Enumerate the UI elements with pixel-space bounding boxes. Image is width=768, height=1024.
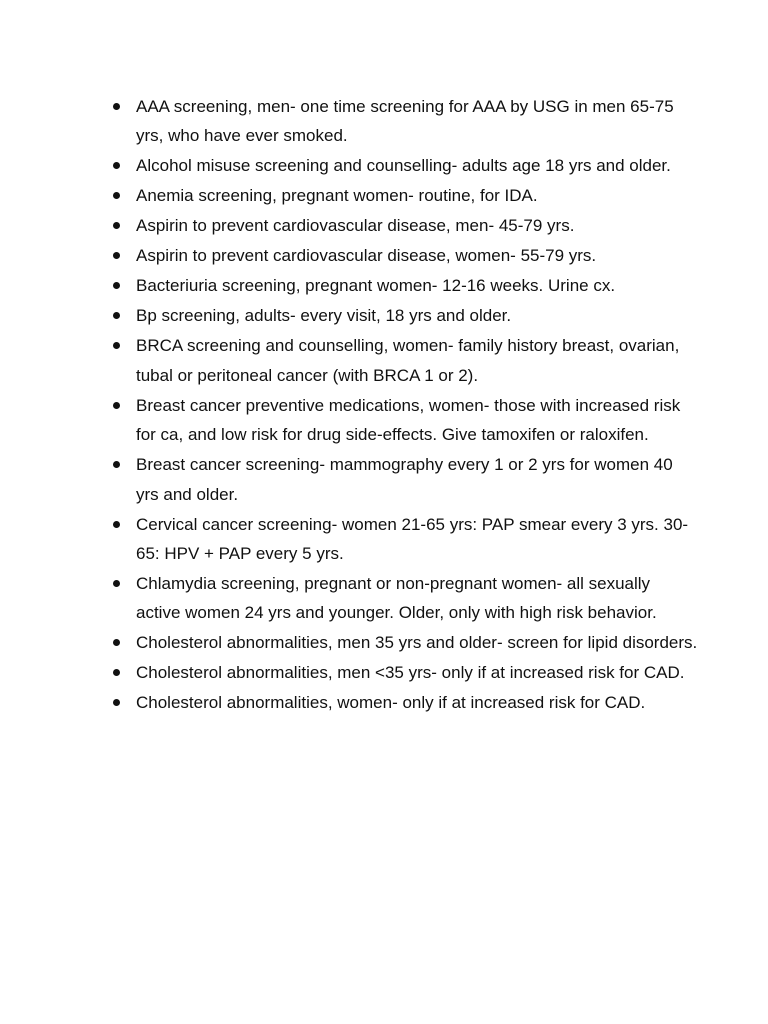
list-item-text: Aspirin to prevent cardiovascular disease, men- 45-79 yrs. [136,216,575,236]
bullet-icon [113,669,120,676]
list-item-text: Cholesterol abnormalities, men <35 yrs- only if at increased risk for CAD. [136,663,685,683]
screening-bullet-list [108,92,698,718]
list-item-text: Chlamydia screening, pregnant or non-pregnant women- all sexually active women 24 yrs and younger. Older, only with high risk behavior. [136,574,657,623]
list-item [108,241,698,270]
list-item-text: AAA screening, men- one time screening for AAA by USG in men 65-75 yrs, who have ever smoked. [136,97,674,146]
list-item-text: Cholesterol abnormalities, women- only if at increased risk for CAD. [136,693,646,713]
list-item-text: Anemia screening, pregnant women- routine, for IDA. [136,186,538,206]
list-item-text: Breast cancer screening- mammography every 1 or 2 yrs for women 40 yrs and older. [136,455,673,504]
bullet-icon [113,312,120,319]
bullet-icon [113,192,120,199]
list-item [108,688,698,717]
list-item [108,271,698,300]
list-item [108,658,698,687]
list-item-text: Bp screening, adults- every visit, 18 yrs and older. [136,306,512,326]
list-item [108,181,698,210]
list-item-text: Alcohol misuse screening and counselling- adults age 18 yrs and older. [136,156,671,176]
list-item [108,450,698,509]
bullet-icon [113,461,120,468]
bullet-icon [113,699,120,706]
bullet-icon [113,342,120,349]
bullet-icon [113,103,120,110]
list-item [108,151,698,180]
list-item [108,628,698,657]
list-item-text: Cholesterol abnormalities, men 35 yrs and older- screen for lipid disorders. [136,633,698,653]
bullet-icon [113,402,120,409]
list-item [108,391,698,450]
bullet-icon [113,252,120,259]
list-item [108,331,698,390]
bullet-icon [113,639,120,646]
list-item-text: Cervical cancer screening- women 21-65 yrs: PAP smear every 3 yrs. 30-65: HPV + PAP every 5 yrs. [136,514,689,564]
list-item-text: Breast cancer preventive medications, women- those with increased risk for ca, and low risk for drug side-effects. Give tamoxifen or raloxifen. [136,395,681,445]
list-item [108,92,698,151]
list-item [108,211,698,240]
bullet-icon [113,162,120,169]
bullet-icon [113,521,120,528]
bullet-icon [113,580,120,587]
bullet-icon [113,282,120,289]
list-item [108,569,698,628]
list-item-text: Aspirin to prevent cardiovascular disease, women- 55-79 yrs. [136,246,597,266]
bullet-icon [113,222,120,229]
list-item-text: Bacteriuria screening, pregnant women- 12-16 weeks. Urine cx. [136,276,616,296]
list-item-text: BRCA screening and counselling, women- family history breast, ovarian, tubal or peritoneal cancer (with BRCA 1 or 2). [136,336,680,385]
list-item [108,510,698,569]
list-item [108,301,698,330]
